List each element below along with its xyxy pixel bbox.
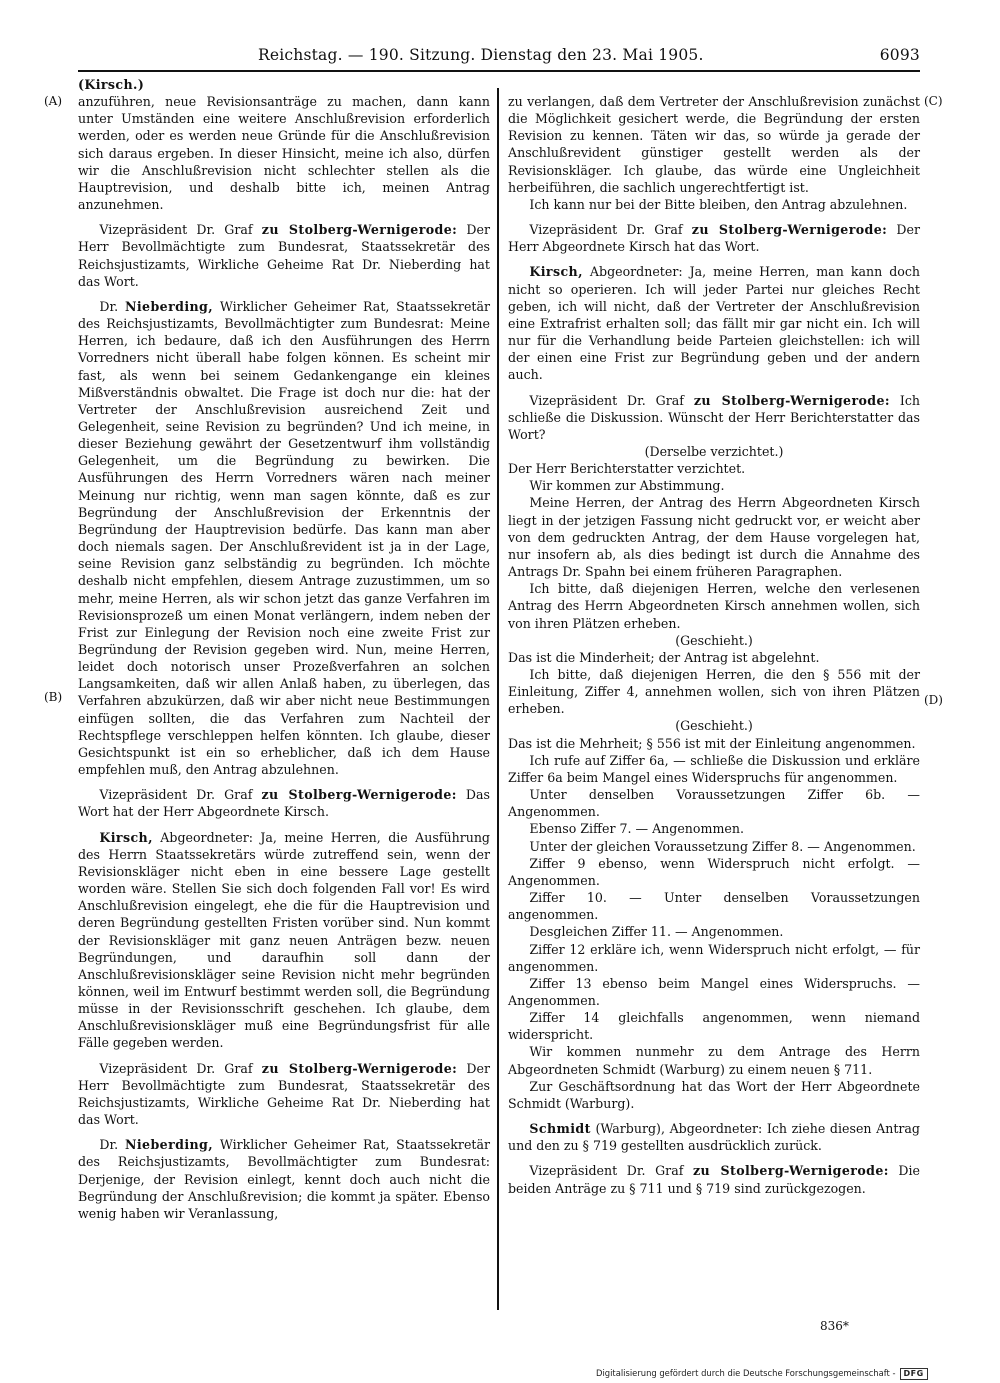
speech-vizepraesident: Vizepräsident Dr. Graf zu Stolberg-Wernigerode: Die beiden Anträge zu § 711 und § 719 sind zurückgezogen. <box>508 1163 920 1196</box>
paragraph: Unter denselben Voraussetzungen Ziffer 6b. — Angenommen. <box>508 787 920 820</box>
speech-nieberding: Dr. Nieberding, Wirklicher Geheimer Rat, Staatssekretär des Reichsjustizamts, Bevollmächtigter zum Bundesrat: Meine Herren, ich bedaure, daß ich den Ausführungen des Herrn Vorredners nicht überall habe folgen können. Es scheint mir fast, als wenn bei seinem Gedankengange ein kleines Mißverständnis obwaltet. Die Frage ist doch nur die: hat der Vertreter der Anschlußrevision ausreichend Zeit und Gelegenheit, seine Revision zu begründen? Und ich meine, in dieser Beziehung gewährt der Gesetzentwurf ihm vollständig Gelegenheit, um die Begründung zu bewirken. Die Ausführungen des Herrn Vorredners wären nach meiner Meinung nur richtig, wenn man sagen könnte, daß es zur Begründung der Anschlußrevision der Erkenntnis der Begründung der Hauptrevision bedürfe. Das kann man aber doch niemals sagen. Der Anschlußrevident ist ja in der Lage, seine Revision ganz selbständig zu begründen. Ich möchte deshalb nicht empfehlen, diesem Antrage zuzustimmen, um so mehr, meine Herren, als wir schon jetzt das ganze Verfahren im Revisionsprozeß um einen Monat verlängern, indem neben der Frist zur Einlegung der Revision noch eine zweite Frist zur Begründung der Revision gegeben wird. Nun, meine Herren, leidet doch notorisch unser Prozeßverfahren an solchen Langsamkeiten, daß wir allen Anlaß haben, zu überlegen, das Verfahren abzukürzen, daß wir aber nicht neue Bestimmungen einfügen sollten, die das Verfahren zum Nachteil der Rechtspflege verschleppen helfen könnten. Ich glaube, dieser Gesichtspunkt ist ein so erheblicher, daß ich dem Hause empfehlen muß, den Antrag abzulehnen. <box>78 298 490 778</box>
speech-schmidt: Schmidt (Warburg), Abgeordneter: Ich ziehe diesen Antrag und den zu § 719 gestellten ausdrücklich zurück. <box>508 1121 920 1154</box>
right-column <box>508 93 920 1197</box>
paragraph: Ebenso Ziffer 7. — Angenommen. <box>529 821 744 837</box>
margin-marker-c: (C) <box>924 94 943 108</box>
signature-mark: 836* <box>820 1319 849 1333</box>
paragraph: Ich bitte, daß diejenigen Herren, die den § 556 mit der Einleitung, Ziffer 4, annehmen wollen, sich von ihren Plätzen erheben. <box>508 667 920 717</box>
paragraph: Das ist die Minderheit; der Antrag ist abgelehnt. <box>508 649 820 665</box>
paragraph: Ich rufe auf Ziffer 6a, — schließe die Diskussion und erkläre Ziffer 6a beim Mangel eines Widerspruchs für angenommen. <box>508 752 920 785</box>
page-number: 6093 <box>879 46 920 64</box>
footer-text: Digitalisierung gefördert durch die Deutsche Forschungsgemeinschaft - <box>596 1368 896 1378</box>
speech-kirsch: Kirsch, Abgeordneter: Ja, meine Herren, man kann doch nicht so operieren. Ich will jeder Partei nur gleiches Recht geben, ich will nicht, daß der Vertreter der Anschlußrevision eine Extrafrist erhalten soll; das fällt mir gar nicht ein. Ich will nur für die Verhandlung beide Parteien gleichstellen: ich will der einen eine Frist zur Begründung geben und der andern auch. <box>508 264 921 383</box>
paragraph: Ziffer 13 ebenso beim Mangel eines Widerspruchs. — Angenommen. <box>508 975 920 1008</box>
header-rule <box>78 70 920 72</box>
stage-direction: (Geschieht.) <box>675 632 753 648</box>
paragraph: Zur Geschäftsordnung hat das Wort der Herr Abgeordnete Schmidt (Warburg). <box>508 1078 920 1111</box>
speech-vizepraesident: Vizepräsident Dr. Graf zu Stolberg-Wernigerode: Der Herr Bevollmächtigte zum Bundesrat, Staatssekretär des Reichsjustizamts, Wirkliche Geheime Rat Dr. Nieberding hat das Wort. <box>78 1060 490 1128</box>
speech-vizepraesident: Vizepräsident Dr. Graf zu Stolberg-Wernigerode: Der Herr Bevollmächtigte zum Bundesrat, Staatssekretär des Reichsjustizamts, Wirkliche Geheime Rat Dr. Nieberding hat das Wort. <box>78 222 490 289</box>
paragraph: Meine Herren, der Antrag des Herrn Abgeordneten Kirsch liegt in der jetzigen Fassung nicht gedruckt vor, er weicht aber von dem gedruckten Antrag, der dem Hause vorgelegen hat, nur insofern ab, als dies bedingt ist durch die Annahme des Antrags Dr. Spahn bei einem früheren Paragraphen. <box>508 495 920 580</box>
stage-direction: (Geschieht.) <box>675 718 753 734</box>
paragraph: Desgleichen Ziffer 11. — Angenommen. <box>529 924 784 940</box>
paragraph: Der Herr Berichterstatter verzichtet. <box>508 461 746 477</box>
paragraph: Ich bitte, daß diejenigen Herren, welche den verlesenen Antrag des Herrn Abgeordneten Kirsch annehmen wollen, sich von ihren Plätzen erheben. <box>508 581 920 631</box>
speech-vizepraesident: Vizepräsident Dr. Graf zu Stolberg-Wernigerode: Der Herr Abgeordnete Kirsch hat das Wort. <box>508 222 920 255</box>
column-divider <box>497 88 499 1310</box>
margin-marker-a: (A) <box>44 94 63 108</box>
speaker-continuation: (Kirsch.) <box>78 77 145 92</box>
paragraph: zu verlangen, daß dem Vertreter der Anschlußrevision zunächst die Möglichkeit gesichert werde, die Begründung der ersten Revision zu kennen. Täten wir das, so würde ja gerade der Anschlußrevident günstiger gestellt werden als der Revisionskläger. Ich glaube, das würde eine Ungleichheit herbeiführen, die sachlich ungerechtfertigt ist. <box>508 94 920 195</box>
paragraph: anzuführen, neue Revisionsanträge zu machen, dann kann unter Umständen eine weitere Anschlußrevision erforderlich werden, oder es werden neue Gründe für die Anschlußrevision sich daraus ergeben. In dieser Hinsicht, meine ich also, dürfen wir die Anschlußrevision nicht schlechter stellen als die Hauptrevision, und deshalb bitte ich, meinen Antrag anzunehmen. <box>78 94 490 213</box>
paragraph: Unter der gleichen Voraussetzung Ziffer 8. — Angenommen. <box>529 838 916 854</box>
margin-marker-b: (B) <box>44 690 63 704</box>
dfg-logo: DFG <box>900 1368 928 1380</box>
paragraph: Ziffer 14 gleichfalls angenommen, wenn niemand widerspricht. <box>508 1010 920 1043</box>
speech-vizepraesident: Vizepräsident Dr. Graf zu Stolberg-Wernigerode: Ich schließe die Diskussion. Wünscht der Herr Berichterstatter das Wort? <box>508 392 920 442</box>
paragraph: Ziffer 10. — Unter denselben Voraussetzungen angenommen. <box>508 890 920 923</box>
paragraph: Wir kommen zur Abstimmung. <box>529 478 725 494</box>
margin-marker-d: (D) <box>924 693 943 707</box>
paragraph: Das ist die Mehrheit; § 556 ist mit der Einleitung angenommen. <box>508 735 916 751</box>
speech-kirsch: Kirsch, Abgeordneter: Ja, meine Herren, die Ausführung des Herrn Staatssekretärs würde zutreffend sein, wenn der Revisionskläger nicht eben in eine bessere Lage gestellt worden wäre. Stellen Sie sich doch folgenden Fall vor! Es wird Anschlußrevision eingelegt, ehe die für die Hauptrevision und deren Begründung gestellten Fristen vorüber sind. Nun kommt der Revisionskläger mit ganz neuen Anträgen bezw. neuen Begründungen, und daraufhin soll dann der Anschlußrevisionskläger seine Revision nicht mehr begründen können, weil im Entwurf bestimmt werden soll, die Begründung müsse in der Revisionsschrift geschehen. Ich glaube, dem Anschlußrevisionskläger muß eine Begründungsfrist für alle Fälle gegeben werden. <box>78 829 490 1051</box>
speech-vizepraesident: Vizepräsident Dr. Graf zu Stolberg-Wernigerode: Das Wort hat der Herr Abgeordnete Kirsch. <box>78 787 490 820</box>
paragraph: Wir kommen nunmehr zu dem Antrage des Herrn Abgeordneten Schmidt (Warburg) zu einem neuen § 711. <box>508 1044 920 1077</box>
running-header <box>78 44 920 70</box>
speech-nieberding: Dr. Nieberding, Wirklicher Geheimer Rat, Staatssekretär des Reichsjustizamts, Bevollmächtigter zum Bundesrat: Derjenige, der Revision einlegt, kennt doch auch nicht die Begründung der Anschlußrevision; die kommt ja später. Ebenso wenig haben wir Veranlassung, <box>78 1137 490 1221</box>
left-column <box>78 76 490 1222</box>
paragraph: Ziffer 12 erkläre ich, wenn Widerspruch nicht erfolgt, — für angenommen. <box>508 941 920 974</box>
paragraph: Ziffer 9 ebenso, wenn Widerspruch nicht erfolgt. — Angenommen. <box>508 855 920 888</box>
header-title: Reichstag. — 190. Sitzung. Dienstag den 23. Mai 1905. <box>258 46 704 64</box>
digitization-footer <box>596 1368 990 1382</box>
paragraph: Ich kann nur bei der Bitte bleiben, den Antrag abzulehnen. <box>529 196 908 212</box>
stage-direction: (Derselbe verzichtet.) <box>644 443 784 459</box>
